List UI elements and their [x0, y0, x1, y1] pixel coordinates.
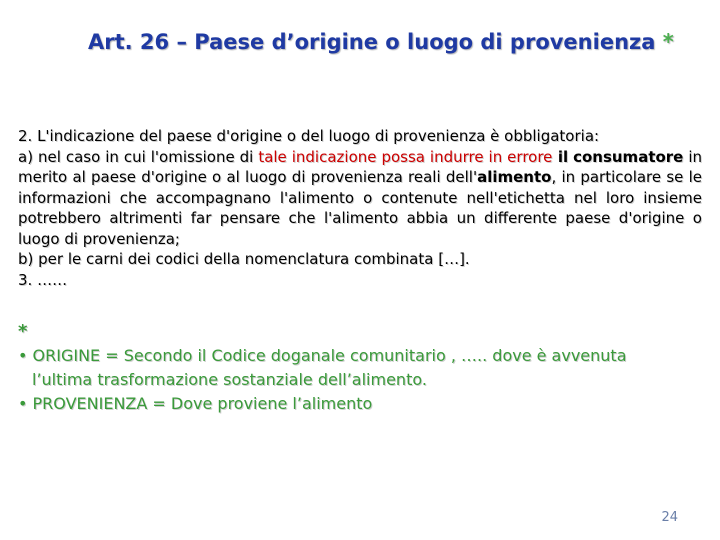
- item-a-il: il: [552, 147, 569, 166]
- slide-title: [88, 30, 708, 54]
- title-asterisk: *: [662, 30, 674, 54]
- definitions-note: [18, 320, 708, 416]
- note-provenienza-line: • PROVENIENZA = Dove proviene l’alimento: [18, 394, 373, 413]
- paragraph-item-3: 3. ……: [18, 270, 68, 289]
- note-asterisk: *: [18, 321, 28, 342]
- item-a-alimento: alimento: [477, 168, 552, 186]
- paragraph-item-b: b) per le carni dei codici della nomenclatura combinata […].: [18, 250, 470, 268]
- title-text: Art. 26 – Paese d’origine o luogo di provenienza: [88, 30, 663, 54]
- item-a-middle: in merito al paese d'origine o al luogo di provenienza reali dell': [18, 147, 702, 186]
- item-a-rest: , in particolare se le informazioni che accompagnano l'alimento o contenute nell'etichetta nel loro insieme potrebbero altrimenti far pensare che l'alimento abbia un differente paese d'origine o luogo di provenienza;: [18, 168, 702, 248]
- note-origine-continuation: l’ultima trasformazione sostanziale dell’alimento.: [32, 370, 427, 389]
- note-origine-line: • ORIGINE = Secondo il Codice doganale comunitario , ….. dove è avvenuta: [18, 346, 627, 365]
- item-a-prefix: a) nel caso in cui l'omissione di: [18, 147, 259, 166]
- paragraph-item-a: [18, 147, 702, 250]
- item-a-consumatore: consumatore: [573, 147, 684, 166]
- page-number: 24: [661, 510, 678, 525]
- item-a-highlight: tale indicazione possa indurre in errore: [258, 147, 553, 166]
- article-text: [18, 126, 702, 290]
- paragraph-intro: 2. L'indicazione del paese d'origine o del luogo di provenienza è obbligatoria:: [18, 127, 600, 145]
